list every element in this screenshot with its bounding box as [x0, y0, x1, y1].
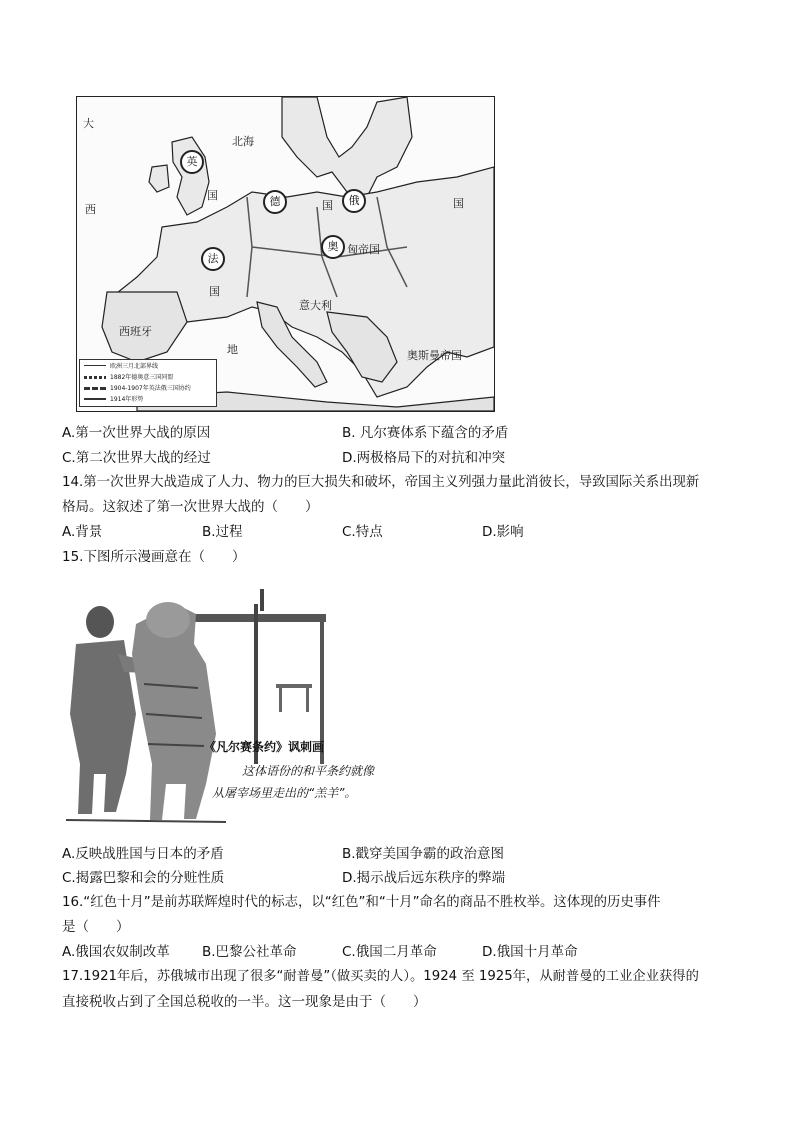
q15-option-a: A.反映战胜国与日本的矛盾: [62, 846, 224, 862]
map-circle-france: 法: [201, 247, 225, 271]
map-circle-austria: 奥: [321, 235, 345, 259]
legend-item-1: 欧洲三月北部界线: [110, 363, 159, 370]
map-legend: [79, 359, 217, 407]
q13-option-d: D.两极格局下的对抗和冲突: [342, 450, 506, 466]
map-circle-britain: 英: [180, 150, 204, 174]
q16-option-d: D.俄国十月革命: [482, 944, 578, 960]
map-label-austria-hungary: 匈帝国: [347, 243, 380, 256]
q13-option-b: B. 凡尔赛体系下蕴含的矛盾: [342, 425, 509, 441]
map-label-russia: 国: [453, 197, 464, 210]
q13-option-a: A.第一次世界大战的原因: [62, 425, 211, 441]
map-label-britain: 国: [207, 189, 218, 202]
q16-stem-line2: 是（ ）: [62, 919, 130, 935]
legend-item-4: 1914年形势: [110, 396, 144, 403]
versailles-cartoon: [66, 584, 396, 830]
q14-stem-line2: 格局。这叙述了第一次世界大战的（ ）: [62, 499, 319, 515]
q14-option-d: D.影响: [482, 524, 524, 540]
map-label-italy: 意大利: [299, 299, 332, 312]
map-label-ottoman: 奥斯曼帝国: [407, 349, 462, 362]
q14-stem-line1: 14.第一次世界大战造成了人力、物力的巨大损失和破坏，帝国主义列强力量此消彼长，导致国际关系出现新: [62, 475, 700, 490]
q13-option-c: C.第二次世界大战的经过: [62, 450, 211, 466]
cartoon-caption-line1: 这体语份的和平条约就像: [242, 764, 375, 778]
map-label-atlantic-2: 西: [85, 203, 96, 216]
q16-option-a: A.俄国农奴制改革: [62, 944, 170, 960]
q17-stem-line2: 直接税收占到了全国总税收的一半。这一现象是由于（ ）: [62, 994, 427, 1010]
q15-option-d: D.揭示战后远东秩序的弊端: [342, 870, 506, 886]
legend-item-3: 1904-1907年英法俄三国协约: [110, 385, 191, 392]
map-label-germany: 国: [322, 199, 333, 212]
q16-option-c: C.俄国二月革命: [342, 944, 437, 960]
map-label-atlantic-1: 大: [83, 117, 94, 130]
q14-option-c: C.特点: [342, 524, 383, 540]
cartoon-caption-line2: 从屠宰场里走出的“羔羊”。: [212, 786, 357, 800]
q17-stem-line1: 17.1921年后，苏俄城市出现了很多“耐普曼”（做买卖的人）。1924 至 1925年，从耐普曼的工业企业获得的: [62, 969, 699, 984]
q15-option-b: B.戳穿美国争霸的政治意图: [342, 846, 505, 862]
map-label-north-sea: 北海: [232, 135, 254, 148]
legend-item-2: 1882年德奥意三国同盟: [110, 374, 174, 381]
cartoon-title: 《凡尔赛条约》讽刺画: [204, 740, 325, 754]
q16-option-b: B.巴黎公社革命: [202, 944, 297, 960]
map-circle-russia: 俄: [342, 189, 366, 213]
map-label-spain: 西班牙: [119, 325, 152, 338]
map-circle-germany: 德: [263, 190, 287, 214]
q16-stem-line1: 16.“红色十月”是前苏联辉煌时代的标志，以“红色”和“十月”命名的商品不胜枚举。这体现的历史事件: [62, 895, 661, 910]
q15-option-c: C.揭露巴黎和会的分赃性质: [62, 870, 225, 886]
europe-map-figure: [76, 96, 495, 412]
q14-option-a: A.背景: [62, 524, 103, 540]
map-label-mediterranean: 地: [227, 343, 238, 356]
q14-option-b: B.过程: [202, 524, 243, 540]
map-label-france: 国: [209, 285, 220, 298]
q15-stem: 15.下图所示漫画意在（ ）: [62, 549, 246, 565]
